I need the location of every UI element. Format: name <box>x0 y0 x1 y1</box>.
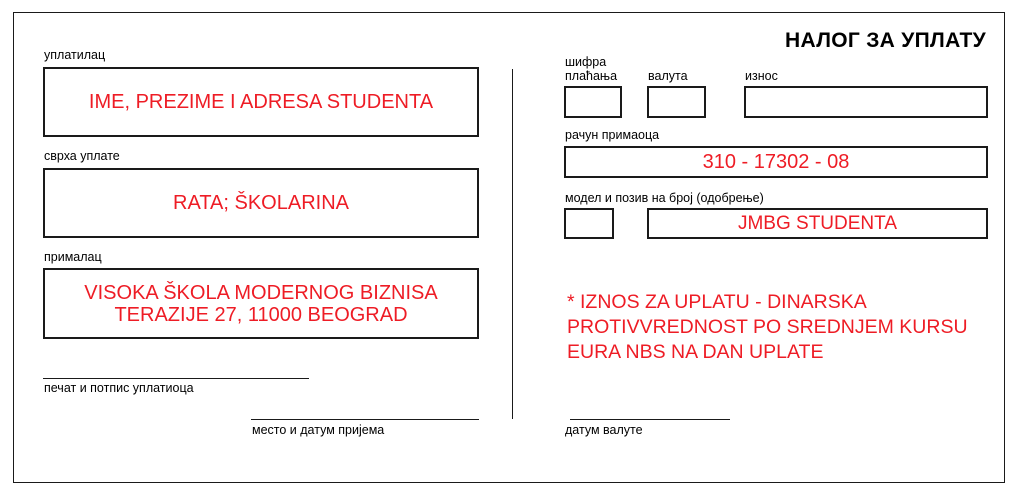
payment-code-label-1: шифра <box>565 55 607 69</box>
payer-value: IME, PREZIME I ADRESA STUDENTA <box>88 91 434 113</box>
currency-label: валута <box>648 69 688 83</box>
value-date-line <box>570 419 730 420</box>
signature-label: печат и потпис уплатиоца <box>44 381 194 395</box>
reference-field[interactable] <box>647 208 988 239</box>
currency-field[interactable] <box>647 86 706 118</box>
note-line-2: PROTIVVREDNOST PO SREDNJEM KURSU <box>567 316 968 338</box>
purpose-value: RATA; ŠKOLARINA <box>173 192 349 214</box>
place-date-label: место и датум пријема <box>252 423 385 437</box>
value-date-label: датум валуте <box>565 423 643 437</box>
signature-line <box>43 378 309 379</box>
amount-label: износ <box>745 69 778 83</box>
recipient-field[interactable] <box>43 268 479 339</box>
model-label: модел и позив на број (одобрење) <box>565 191 764 205</box>
account-label: рачун примаоца <box>565 128 660 142</box>
model-field[interactable] <box>564 208 614 239</box>
payer-field[interactable] <box>43 67 479 137</box>
column-divider <box>512 69 513 419</box>
payment-code-field[interactable] <box>564 86 622 118</box>
account-field[interactable] <box>564 146 988 178</box>
recipient-line-2: TERAZIJE 27, 11000 BEOGRAD <box>114 303 408 326</box>
place-date-line <box>251 419 479 420</box>
payment-code-label-2: плаћања <box>565 69 618 83</box>
purpose-label: сврха уплате <box>44 149 120 163</box>
purpose-field[interactable] <box>43 168 479 238</box>
payer-label: уплатилац <box>44 48 106 62</box>
recipient-line-1: VISOKA ŠKOLA MODERNOG BIZNISA <box>84 281 438 304</box>
note-line-1: * IZNOS ZA UPLATU - DINARSKA <box>567 291 867 313</box>
reference-value: JMBG STUDENTA <box>737 212 898 234</box>
form-title: НАЛОГ ЗА УПЛАТУ <box>785 29 986 52</box>
recipient-label: прималац <box>44 250 102 264</box>
account-value: 310 - 17302 - 08 <box>702 151 850 173</box>
note-line-3: EURA NBS NA DAN UPLATE <box>567 341 824 363</box>
amount-field[interactable] <box>744 86 988 118</box>
